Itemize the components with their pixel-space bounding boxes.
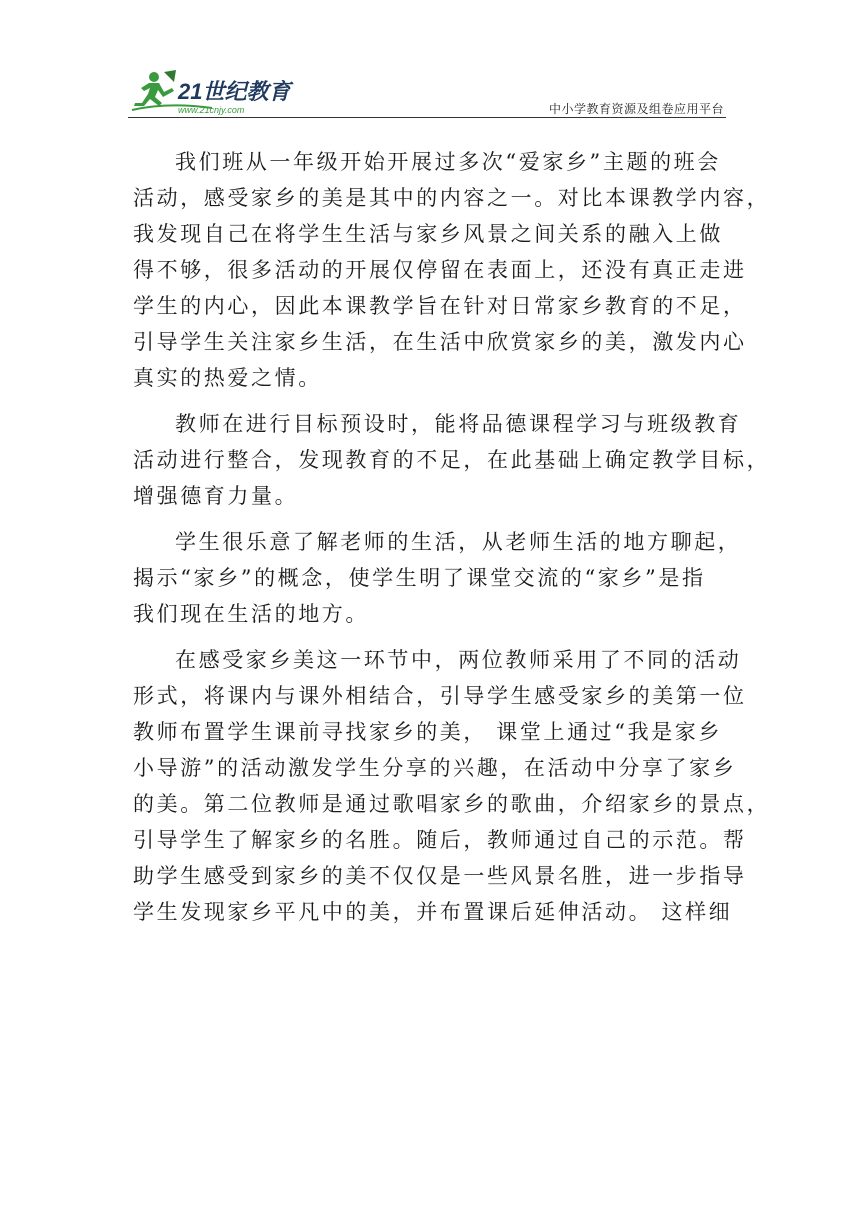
paragraph [133,144,771,396]
header-tagline: 中小学教育资源及组卷应用平台 [548,102,724,116]
text-line: 形式，将课内与课外相结合，引导学生感受家乡的美第一位 [133,684,747,708]
paragraph [133,642,771,930]
logo-url: www.21cnjy.com [178,105,245,115]
text-line: 小导游”的活动激发学生分享的兴趣，在活动中分享了家乡 [133,756,737,780]
text-line: 我们现在生活的地方。 [133,602,369,626]
text-line: 活动，感受家乡的美是其中的内容之一。对比本课教学内容， [133,186,771,210]
text-line: 学生很乐意了解老师的生活，从老师生活的地方聊起， [175,530,742,554]
text-line: 得不够，很多活动的开展仅停留在表面上，还没有真正走进 [133,258,747,282]
logo-21cnjy [128,66,298,116]
text-line: 真实的热爱之情。 [133,366,322,390]
text-line: 引导学生了解家乡的名胜。随后，教师通过自己的示范。帮 [133,828,747,852]
text-line: 教师在进行目标预设时，能将品德课程学习与班级教育 [175,412,742,436]
paragraph [133,406,771,514]
document-body [133,144,771,930]
header-divider [128,117,726,118]
text-line: 教师布置学生课前寻找家乡的美， 课堂上通过“我是家乡 [133,720,723,744]
text-line: 揭示“家乡”的概念，使学生明了课堂交流的“家乡”是指 [133,566,706,590]
text-line: 在感受家乡美这一环节中，两位教师采用了不同的活动 [175,648,742,672]
logo-text: 21世纪教育 [178,79,291,104]
text-line: 引导学生关注家乡生活，在生活中欣赏家乡的美，激发内心 [133,330,747,354]
page-header [128,66,726,118]
text-line: 学生发现家乡平凡中的美，并布置课后延伸活动。 这样细 [133,900,733,924]
text-line: 我们班从一年级开始开展过多次“爱家乡”主题的班会 [175,150,721,174]
text-line: 助学生感受到家乡的美不仅仅是一些风景名胜，进一步指导 [133,864,747,888]
text-line: 我发现自己在将学生生活与家乡风景之间关系的融入上做 [133,222,723,246]
paragraph [133,524,742,632]
text-line: 活动进行整合，发现教育的不足，在此基础上确定教学目标， [133,448,771,472]
text-line: 的美。第二位教师是通过歌唱家乡的歌曲，介绍家乡的景点， [133,792,771,816]
text-line: 学生的内心，因此本课教学旨在针对日常家乡教育的不足， [133,294,747,318]
text-line: 增强德育力量。 [133,484,299,508]
